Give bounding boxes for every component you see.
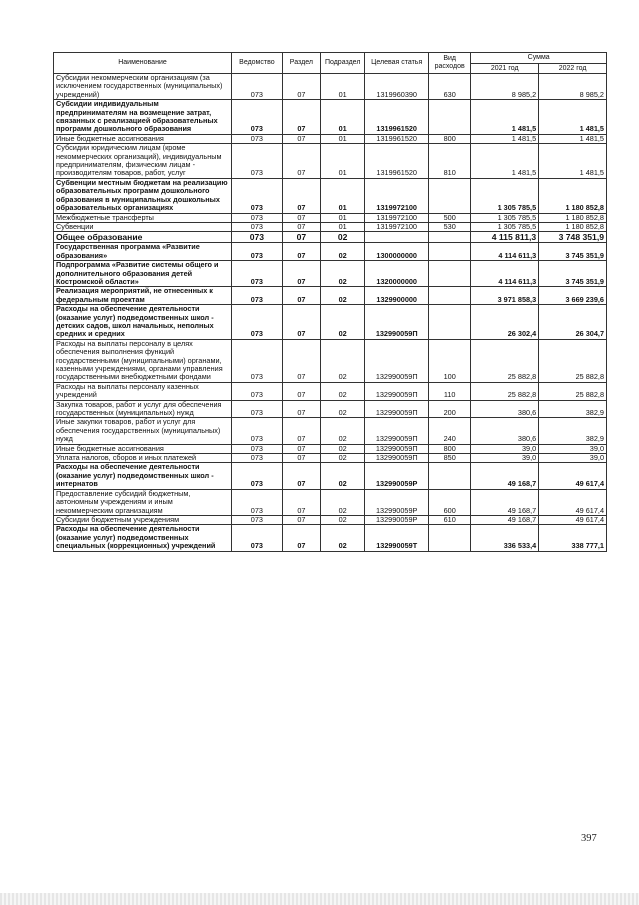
cell-section: 07: [282, 454, 320, 463]
cell-target-article: 1319972100: [365, 222, 429, 231]
table-row: [54, 418, 607, 444]
cell-name: Расходы на обеспечение деятельности (оказание услуг) подведомственных специальных (коррекционных) учреждений: [54, 525, 232, 551]
cell-department: 073: [231, 305, 282, 340]
cell-section: 07: [282, 525, 320, 551]
page-number: 397: [581, 833, 597, 844]
cell-section: 07: [282, 339, 320, 382]
cell-expense-type: [428, 305, 470, 340]
cell-sum-2021: 39,0: [471, 454, 539, 463]
cell-department: 073: [231, 232, 282, 243]
cell-department: 073: [231, 74, 282, 100]
cell-sum-2022: 1 180 852,8: [539, 222, 607, 231]
cell-name: Иные закупки товаров, работ и услуг для обеспечения государственных (муниципальных) нужд: [54, 418, 232, 444]
cell-sum-2022: 25 882,8: [539, 382, 607, 400]
cell-department: 073: [231, 382, 282, 400]
table-row: [54, 178, 607, 213]
cell-sum-2022: 3 745 351,9: [539, 261, 607, 287]
cell-sum-2021: 4 114 611,3: [471, 243, 539, 261]
table-row: [54, 400, 607, 418]
table-row: [54, 100, 607, 135]
cell-section: 07: [282, 400, 320, 418]
cell-target-article: 1319972100: [365, 213, 429, 222]
cell-department: 073: [231, 243, 282, 261]
table-row: [54, 489, 607, 515]
cell-subsection: 01: [320, 178, 364, 213]
cell-section: 07: [282, 178, 320, 213]
header-expense-type: Вид расходов: [428, 53, 470, 74]
cell-department: 073: [231, 489, 282, 515]
cell-subsection: 02: [320, 489, 364, 515]
cell-department: 073: [231, 178, 282, 213]
cell-department: 073: [231, 144, 282, 179]
cell-expense-type: [428, 287, 470, 305]
cell-department: 073: [231, 515, 282, 524]
cell-target-article: 132990059Т: [365, 525, 429, 551]
cell-section: 07: [282, 287, 320, 305]
cell-target-article: 1320000000: [365, 261, 429, 287]
cell-department: 073: [231, 100, 282, 135]
cell-expense-type: 850: [428, 454, 470, 463]
cell-target-article: 1319961520: [365, 100, 429, 135]
cell-sum-2021: 26 302,4: [471, 305, 539, 340]
cell-sum-2022: 39,0: [539, 454, 607, 463]
cell-name: Субсидии индивидуальным предпринимателям на возмещение затрат, связанных с реализацией образовательных программ дошкольного образования: [54, 100, 232, 135]
table-row: [54, 261, 607, 287]
cell-name: Расходы на выплаты персоналу в целях обеспечения выполнения функций государственными (муниципальными) органами, казенными учреждениями, органами управления государственными внебюджетными фондами: [54, 339, 232, 382]
cell-name: Субвенции местным бюджетам на реализацию образовательных программ дошкольного образования в муниципальных дошкольных образовательных организациях: [54, 178, 232, 213]
cell-sum-2021: 1 481,5: [471, 100, 539, 135]
cell-section: 07: [282, 243, 320, 261]
cell-target-article: 132990059Р: [365, 463, 429, 489]
cell-expense-type: [428, 100, 470, 135]
cell-sum-2021: 49 168,7: [471, 463, 539, 489]
table-row: [54, 222, 607, 231]
cell-expense-type: 100: [428, 339, 470, 382]
cell-department: 073: [231, 287, 282, 305]
cell-subsection: 01: [320, 144, 364, 179]
cell-sum-2022: 8 985,2: [539, 74, 607, 100]
cell-subsection: 02: [320, 454, 364, 463]
cell-subsection: 02: [320, 287, 364, 305]
cell-name: Расходы на обеспечение деятельности (оказание услуг) подведомственных школ - детских садов, школ начальных, неполных средних и средних: [54, 305, 232, 340]
cell-sum-2022: 1 180 852,8: [539, 213, 607, 222]
cell-expense-type: 110: [428, 382, 470, 400]
cell-subsection: 02: [320, 232, 364, 243]
cell-expense-type: [428, 463, 470, 489]
cell-sum-2022: 338 777,1: [539, 525, 607, 551]
cell-target-article: 132990059П: [365, 305, 429, 340]
cell-expense-type: 530: [428, 222, 470, 231]
cell-sum-2021: 380,6: [471, 400, 539, 418]
cell-name: Общее образование: [54, 232, 232, 243]
cell-sum-2022: 49 617,4: [539, 463, 607, 489]
cell-sum-2022: 39,0: [539, 444, 607, 453]
cell-department: 073: [231, 463, 282, 489]
cell-subsection: 02: [320, 305, 364, 340]
cell-name: Предоставление субсидий бюджетным, автономным учреждениям и иным некоммерческим организациям: [54, 489, 232, 515]
cell-section: 07: [282, 134, 320, 143]
cell-target-article: 132990059Р: [365, 515, 429, 524]
cell-target-article: [365, 232, 429, 243]
table-row: [54, 382, 607, 400]
cell-name: Субсидии некоммерческим организациям (за исключением государственных (муниципальных) учреждений): [54, 74, 232, 100]
cell-sum-2021: 4 114 611,3: [471, 261, 539, 287]
cell-section: 07: [282, 444, 320, 453]
cell-sum-2021: 1 481,5: [471, 134, 539, 143]
cell-target-article: 132990059П: [365, 382, 429, 400]
cell-section: 07: [282, 261, 320, 287]
cell-name: Субсидии бюджетным учреждениям: [54, 515, 232, 524]
cell-sum-2022: 3 745 351,9: [539, 243, 607, 261]
table-row: [54, 232, 607, 243]
cell-sum-2022: 3 669 239,6: [539, 287, 607, 305]
cell-name: Расходы на выплаты персоналу казенных учреждений: [54, 382, 232, 400]
cell-section: 07: [282, 74, 320, 100]
cell-name: Закупка товаров, работ и услуг для обеспечения государственных (муниципальных) нужд: [54, 400, 232, 418]
cell-subsection: 01: [320, 213, 364, 222]
cell-expense-type: 240: [428, 418, 470, 444]
cell-subsection: 02: [320, 261, 364, 287]
cell-section: 07: [282, 232, 320, 243]
cell-section: 07: [282, 222, 320, 231]
cell-target-article: 1319961520: [365, 144, 429, 179]
table-row: [54, 463, 607, 489]
cell-subsection: 02: [320, 525, 364, 551]
cell-department: 073: [231, 261, 282, 287]
cell-expense-type: 800: [428, 134, 470, 143]
cell-subsection: 02: [320, 444, 364, 453]
cell-section: 07: [282, 463, 320, 489]
header-year-2022: 2022 год: [539, 64, 607, 74]
cell-sum-2021: 25 882,8: [471, 339, 539, 382]
table-row: [54, 243, 607, 261]
cell-department: 073: [231, 454, 282, 463]
cell-target-article: 132990059П: [365, 339, 429, 382]
cell-subsection: 01: [320, 134, 364, 143]
scan-edge-strip: [0, 893, 639, 905]
header-subsection: Подраздел: [320, 53, 364, 74]
cell-subsection: 01: [320, 74, 364, 100]
cell-target-article: 1319961520: [365, 134, 429, 143]
cell-department: 073: [231, 418, 282, 444]
cell-sum-2022: 1 481,5: [539, 100, 607, 135]
cell-expense-type: [428, 261, 470, 287]
cell-department: 073: [231, 222, 282, 231]
cell-expense-type: 600: [428, 489, 470, 515]
cell-sum-2022: 1 180 852,8: [539, 178, 607, 213]
cell-target-article: 132990059П: [365, 444, 429, 453]
cell-sum-2021: 4 115 811,3: [471, 232, 539, 243]
table-row: [54, 74, 607, 100]
cell-target-article: 132990059П: [365, 454, 429, 463]
cell-subsection: 01: [320, 100, 364, 135]
cell-section: 07: [282, 489, 320, 515]
cell-target-article: 132990059П: [365, 418, 429, 444]
cell-expense-type: [428, 525, 470, 551]
cell-section: 07: [282, 144, 320, 179]
cell-name: Расходы на обеспечение деятельности (оказание услуг) подведомственных школ - интернатов: [54, 463, 232, 489]
cell-name: Субвенции: [54, 222, 232, 231]
cell-subsection: 02: [320, 243, 364, 261]
cell-subsection: 02: [320, 400, 364, 418]
cell-expense-type: 500: [428, 213, 470, 222]
table-header: [54, 53, 607, 74]
cell-section: 07: [282, 213, 320, 222]
header-section: Раздел: [282, 53, 320, 74]
cell-sum-2021: 1 481,5: [471, 144, 539, 179]
cell-name: Уплата налогов, сборов и иных платежей: [54, 454, 232, 463]
header-sum: Сумма: [471, 53, 607, 64]
cell-name: Иные бюджетные ассигнования: [54, 444, 232, 453]
cell-section: 07: [282, 100, 320, 135]
cell-name: Межбюджетные трансферты: [54, 213, 232, 222]
cell-sum-2021: 1 305 785,5: [471, 178, 539, 213]
cell-department: 073: [231, 400, 282, 418]
header-target-article: Целевая статья: [365, 53, 429, 74]
cell-name: Реализация мероприятий, не отнесенных к федеральным проектам: [54, 287, 232, 305]
cell-sum-2021: 8 985,2: [471, 74, 539, 100]
cell-expense-type: 630: [428, 74, 470, 100]
cell-sum-2022: 25 882,8: [539, 339, 607, 382]
table-row: [54, 305, 607, 340]
cell-target-article: 1300000000: [365, 243, 429, 261]
cell-department: 073: [231, 444, 282, 453]
header-name: Наименование: [54, 53, 232, 74]
cell-sum-2021: 1 305 785,5: [471, 222, 539, 231]
cell-sum-2022: 1 481,5: [539, 134, 607, 143]
cell-sum-2022: 382,9: [539, 400, 607, 418]
cell-expense-type: [428, 243, 470, 261]
cell-sum-2022: 3 748 351,9: [539, 232, 607, 243]
cell-sum-2021: 25 882,8: [471, 382, 539, 400]
cell-sum-2022: 1 481,5: [539, 144, 607, 179]
cell-target-article: 1329900000: [365, 287, 429, 305]
cell-name: Иные бюджетные ассигнования: [54, 134, 232, 143]
cell-name: Государственная программа «Развитие образования»: [54, 243, 232, 261]
cell-expense-type: 200: [428, 400, 470, 418]
cell-section: 07: [282, 515, 320, 524]
cell-sum-2021: 39,0: [471, 444, 539, 453]
cell-expense-type: 810: [428, 144, 470, 179]
header-department: Ведомство: [231, 53, 282, 74]
cell-name: Подпрограмма «Развитие системы общего и дополнительного образования детей Костромской области»: [54, 261, 232, 287]
header-year-2021: 2021 год: [471, 64, 539, 74]
cell-name: Субсидии юридическим лицам (кроме некоммерческих организаций), индивидуальным предпринимателям, физическим лицам - производителям товаров, работ, услуг: [54, 144, 232, 179]
cell-expense-type: [428, 232, 470, 243]
table-row: [54, 213, 607, 222]
cell-target-article: 1319960390: [365, 74, 429, 100]
cell-sum-2021: 49 168,7: [471, 489, 539, 515]
cell-sum-2022: 26 304,7: [539, 305, 607, 340]
cell-subsection: 01: [320, 222, 364, 231]
cell-expense-type: 800: [428, 444, 470, 453]
cell-department: 073: [231, 525, 282, 551]
cell-department: 073: [231, 213, 282, 222]
cell-sum-2021: 336 533,4: [471, 525, 539, 551]
cell-section: 07: [282, 305, 320, 340]
cell-subsection: 02: [320, 382, 364, 400]
cell-sum-2022: 49 617,4: [539, 515, 607, 524]
cell-sum-2021: 380,6: [471, 418, 539, 444]
table-body: [54, 74, 607, 552]
cell-department: 073: [231, 339, 282, 382]
cell-sum-2022: 382,9: [539, 418, 607, 444]
budget-table: [53, 52, 607, 552]
cell-subsection: 02: [320, 418, 364, 444]
table-row: [54, 144, 607, 179]
cell-expense-type: [428, 178, 470, 213]
table-row: [54, 525, 607, 551]
cell-section: 07: [282, 418, 320, 444]
table-row: [54, 287, 607, 305]
cell-expense-type: 610: [428, 515, 470, 524]
cell-department: 073: [231, 134, 282, 143]
cell-subsection: 02: [320, 339, 364, 382]
cell-sum-2021: 1 305 785,5: [471, 213, 539, 222]
table-row: [54, 339, 607, 382]
cell-subsection: 02: [320, 515, 364, 524]
cell-target-article: 1319972100: [365, 178, 429, 213]
cell-sum-2021: 49 168,7: [471, 515, 539, 524]
cell-subsection: 02: [320, 463, 364, 489]
cell-sum-2021: 3 971 858,3: [471, 287, 539, 305]
cell-sum-2022: 49 617,4: [539, 489, 607, 515]
cell-target-article: 132990059П: [365, 400, 429, 418]
cell-section: 07: [282, 382, 320, 400]
cell-target-article: 132990059Р: [365, 489, 429, 515]
